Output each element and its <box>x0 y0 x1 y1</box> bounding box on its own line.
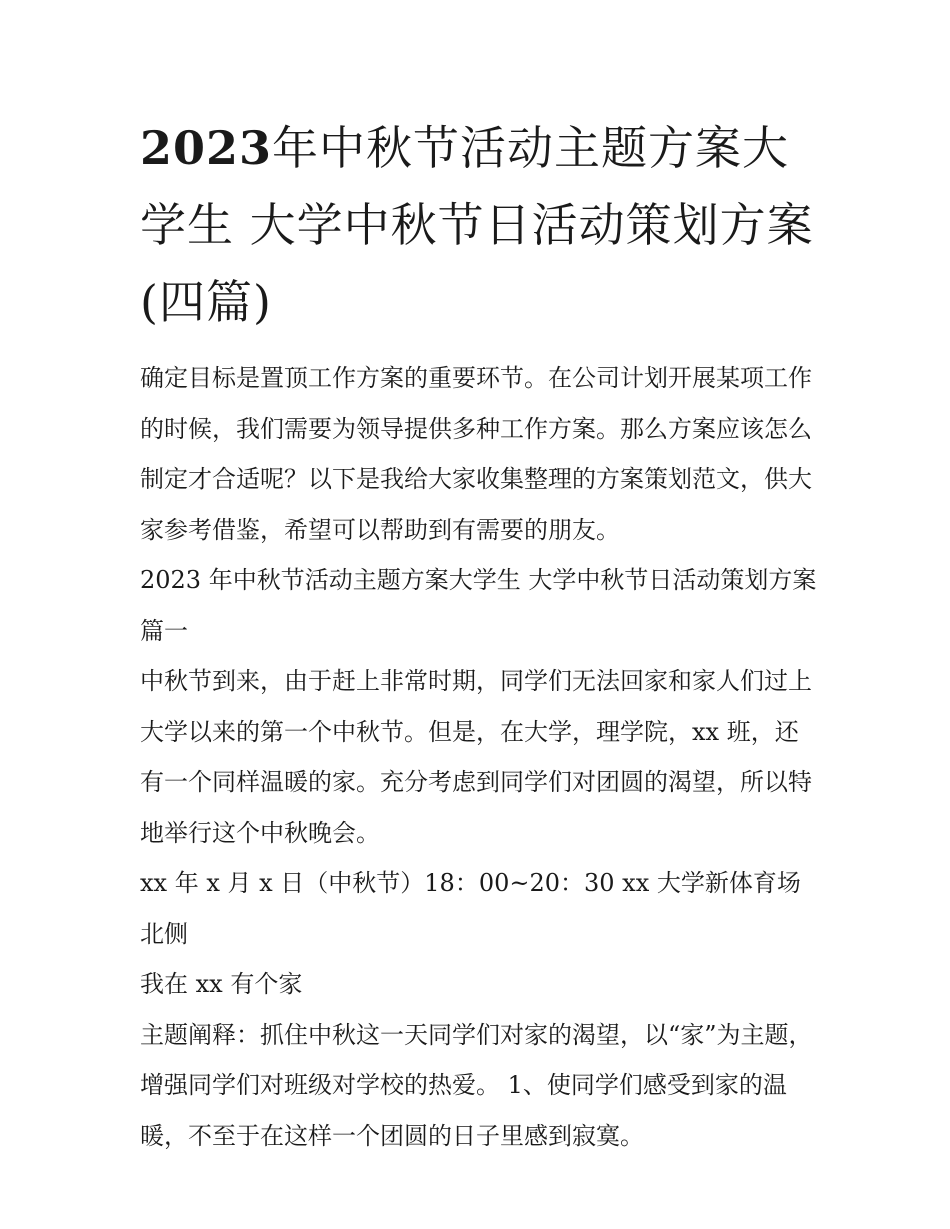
intro-paragraph: 确定目标是置顶工作方案的重要环节。在公司计划开展某项工作的时候，我们需要为领导提供多种工作方案。那么方案应该怎么制定才合适呢？以下是我给大家收集整理的方案策划范文，供大家参考借鉴，希望可以帮助到有需要的朋友。 <box>140 364 812 544</box>
theme-explanation-paragraph: 主题阐释：抓住中秋这一天同学们对家的渴望，以“家”为主题，增强同学们对班级对学校的热爱。 1、使同学们感受到家的温暖，不至于在这样一个团圆的日子里感到寂寞。 <box>140 1020 813 1150</box>
title-text: 年中秋节活动主题方案大学生 大学中秋节日活动策划方案(四篇) <box>140 121 814 329</box>
theme-line: 我在 xx 有个家 <box>140 970 303 998</box>
document-title <box>140 110 820 341</box>
document-page <box>140 110 820 1161</box>
time-location-line: xx 年 x 月 x 日（中秋节）18：00~20：30 xx 大学新体育场北侧 <box>140 869 801 948</box>
background-paragraph: 中秋节到来，由于赶上非常时期，同学们无法回家和家人们过上大学以来的第一个中秋节。但是，在大学，理学院，xx 班，还有一个同样温暖的家。充分考虑到同学们对团圆的渴望，所以特地举行这个中秋晚会。 <box>140 667 812 847</box>
title-year: 2023 <box>140 121 273 175</box>
section-heading: 2023 年中秋节活动主题方案大学生 大学中秋节日活动策划方案篇一 <box>140 566 817 645</box>
